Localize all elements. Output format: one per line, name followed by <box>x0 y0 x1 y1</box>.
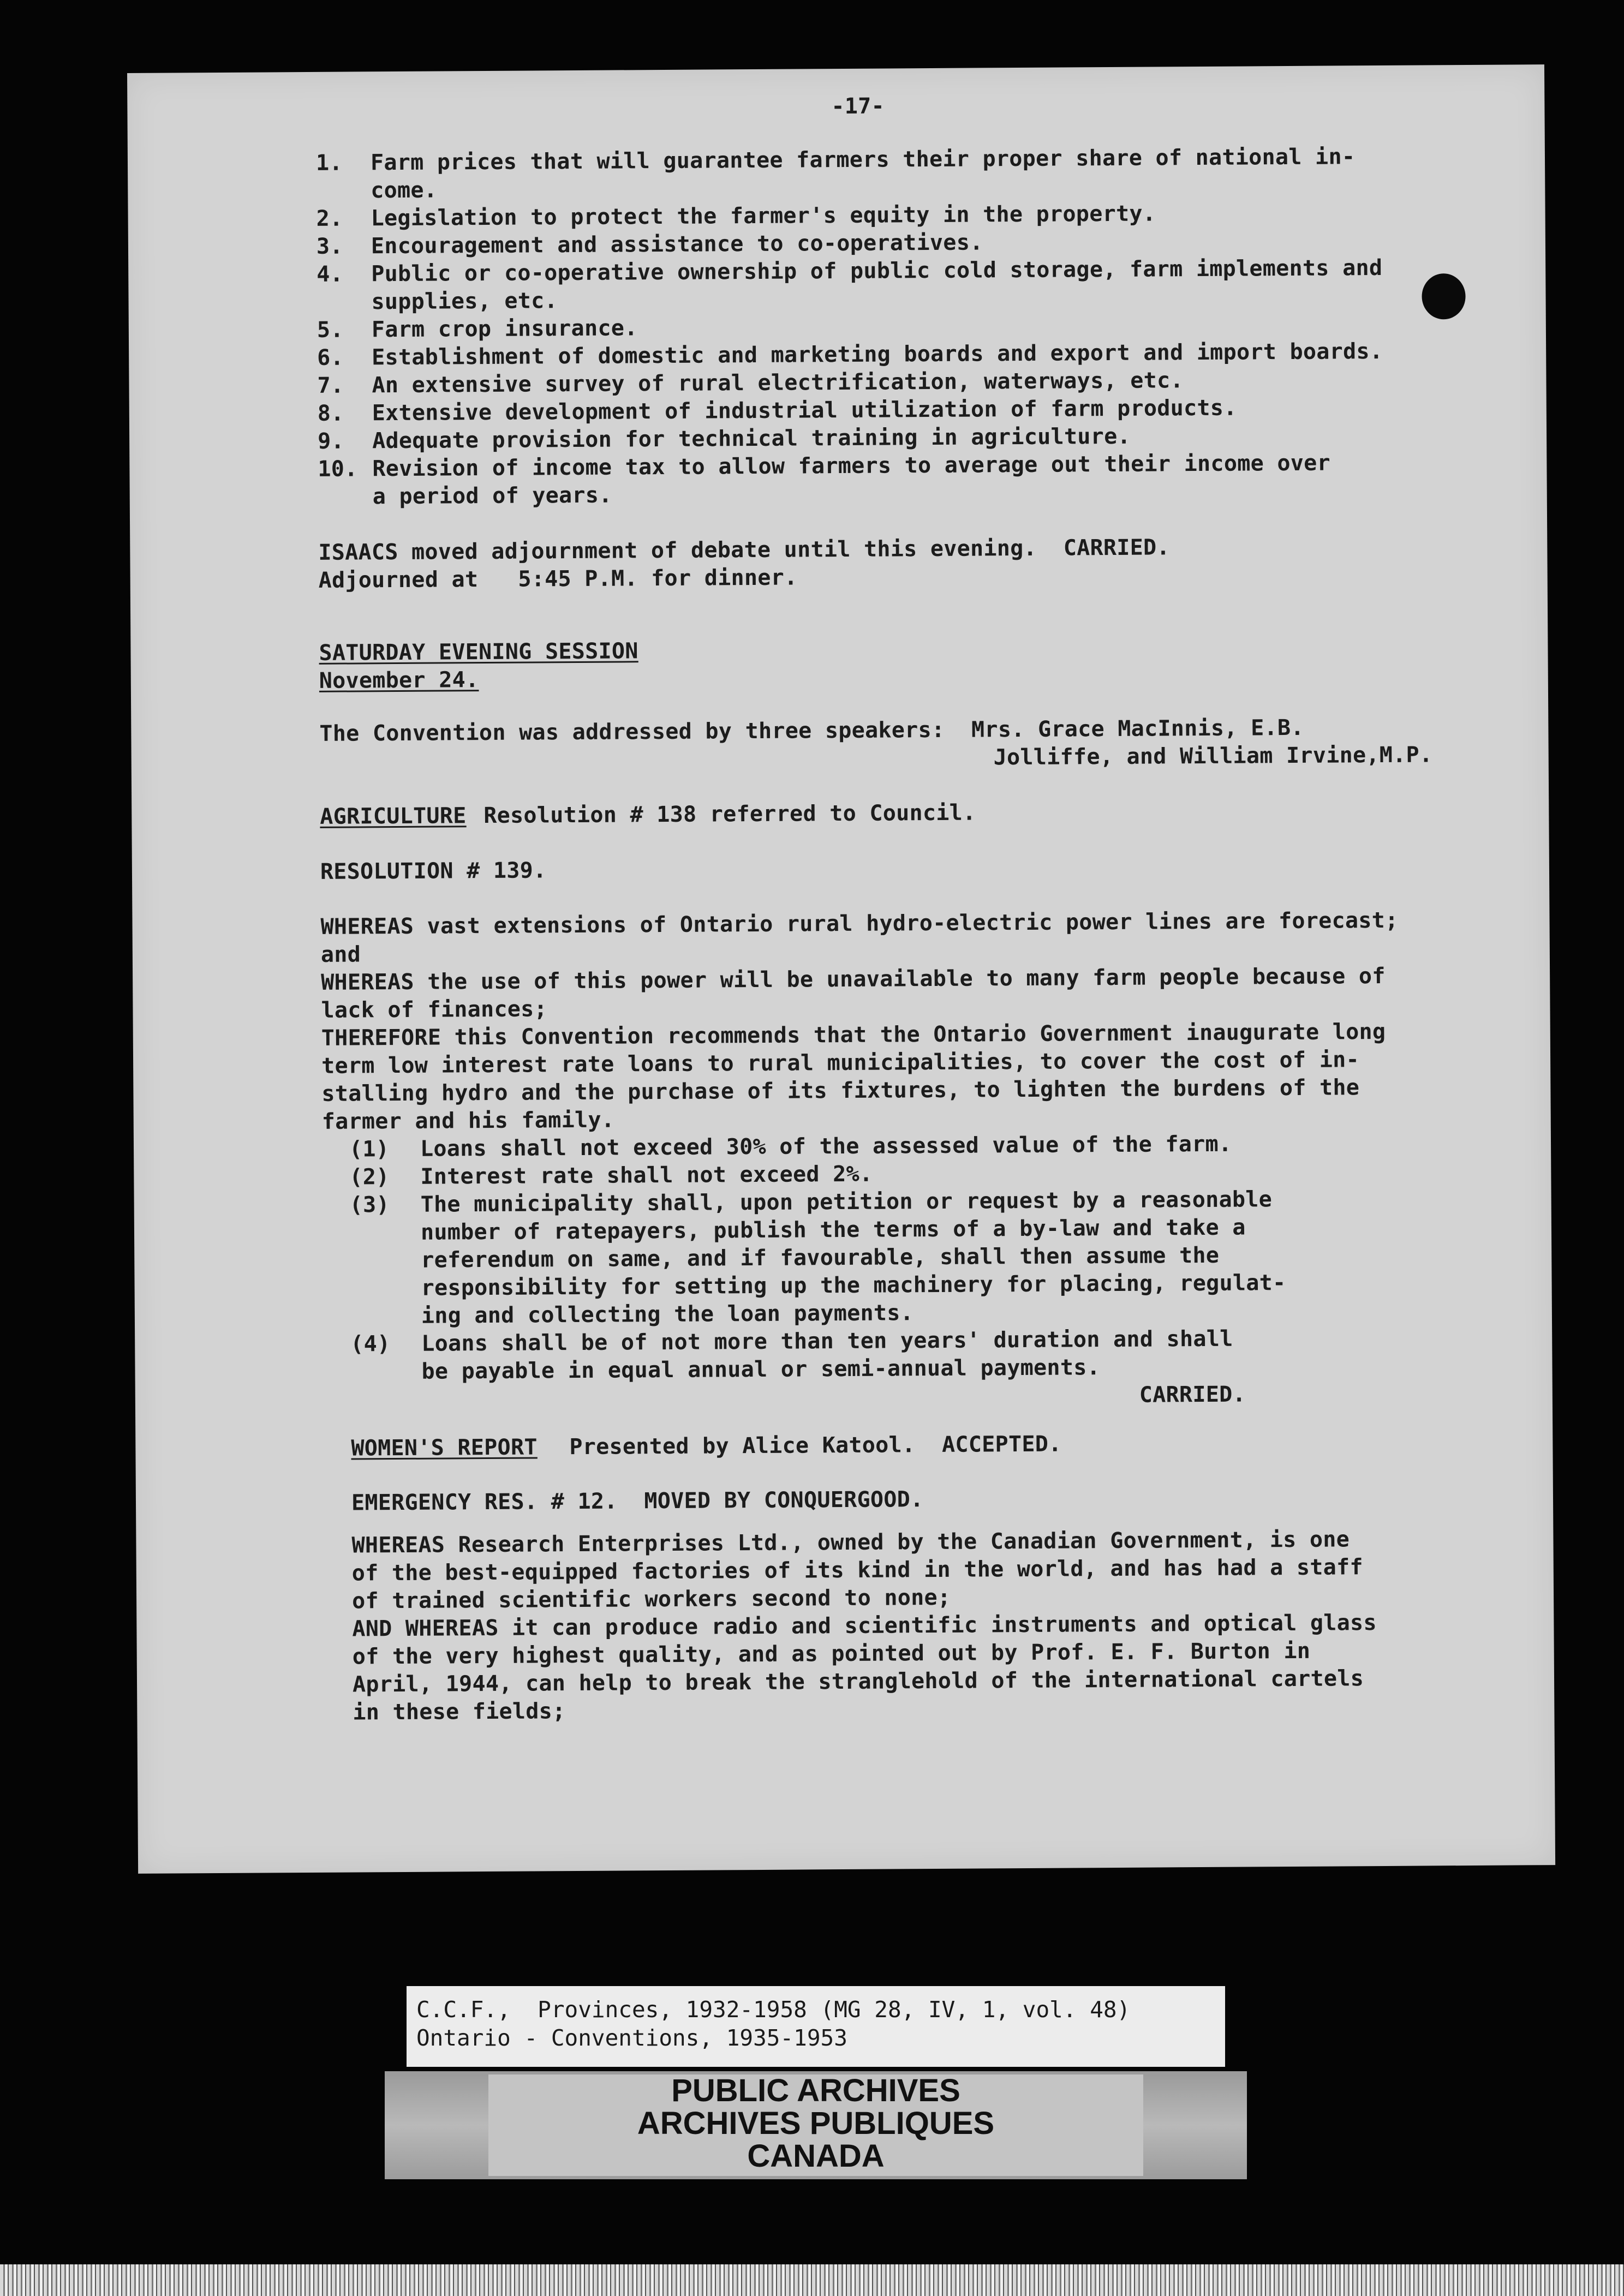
film-edge-strip <box>0 2264 1624 2296</box>
resolution-line: WHEREAS vast extensions of Ontario rural hydro-electric power lines are forecast; <box>320 907 1399 940</box>
list-item: An extensive survey of rural electrification, waterways, etc. <box>372 368 1184 398</box>
list-item: Legislation to protect the farmer's equity in the property. <box>371 201 1156 231</box>
condition-line: be payable in equal annual or semi-annual payments. <box>421 1355 1101 1384</box>
list-num: 9. <box>317 428 345 454</box>
list-item: Extensive development of industrial utilization of farm products. <box>372 395 1237 426</box>
stamp-text <box>488 2074 1143 2176</box>
list-num: 7. <box>317 373 344 398</box>
emergency-line: of the very highest quality, and as pointed out by Prof. E. F. Burton in <box>352 1638 1311 1670</box>
condition-line: responsibility for setting up the machinery for placing, regulat- <box>421 1270 1286 1301</box>
agriculture-label: AGRICULTURE <box>320 803 467 829</box>
page-number: -17- <box>831 93 885 119</box>
condition-line: number of ratepayers, publish the terms of a by-law and take a <box>420 1215 1246 1245</box>
emergency-line: in these fields; <box>353 1699 566 1725</box>
resolution-line: farmer and his family. <box>321 1107 615 1134</box>
resolution-line: term low interest rate loans to rural municipalities, to cover the cost of in- <box>321 1047 1360 1079</box>
document-page <box>127 64 1555 1874</box>
condition-line: ing and collecting the loan payments. <box>421 1300 914 1329</box>
resolution-line: THEREFORE this Convention recommends that the Ontario Government inaugurate long <box>321 1019 1386 1051</box>
resolution-line: stalling hydro and the purchase of its fixtures, to lighten the burdens of the <box>321 1075 1360 1107</box>
condition-line: Loans shall not exceed 30% of the assessed value of the farm. <box>420 1131 1232 1162</box>
carried-text: CARRIED. <box>1139 1382 1246 1408</box>
condition-num: (3) <box>349 1192 390 1218</box>
list-item: Public or co-operative ownership of public cold storage, farm implements and <box>371 255 1383 287</box>
resolution-line: and <box>320 942 361 967</box>
adjournment-time: Adjourned at 5:45 P.M. for dinner. <box>318 565 798 593</box>
adjournment-motion: ISAACS moved adjournment of debate until this evening. CARRIED. <box>318 535 1170 565</box>
emergency-line: WHEREAS Research Enterprises Ltd., owned by the Canadian Government, is one <box>351 1527 1350 1558</box>
list-item: Farm prices that will guarantee farmers their proper share of national in- <box>370 144 1356 176</box>
list-num: 5. <box>317 317 344 343</box>
session-date: November 24. <box>319 667 479 693</box>
stamp-line: CANADA <box>747 2138 885 2174</box>
condition-line: Interest rate shall not exceed 2%. <box>420 1161 873 1189</box>
condition-num: (2) <box>349 1164 390 1190</box>
list-item: come. <box>371 177 438 204</box>
list-item: Establishment of domestic and marketing boards and export and import boards. <box>372 338 1383 370</box>
list-item: a period of years. <box>372 482 612 510</box>
list-num: 4. <box>317 261 344 287</box>
list-num: 8. <box>317 400 344 426</box>
session-title: SATURDAY EVENING SESSION <box>319 638 638 666</box>
typed-text <box>127 64 1555 1874</box>
speakers-line: Jolliffe, and William Irvine,M.P. <box>993 742 1433 770</box>
list-num: 6. <box>317 345 344 370</box>
womens-report-text: Presented by Alice Katool. ACCEPTED. <box>569 1431 1062 1460</box>
condition-num: (4) <box>350 1331 391 1357</box>
list-item: Encouragement and assistance to co-operatives. <box>371 230 983 259</box>
list-num: 10. <box>318 456 358 482</box>
condition-num: (1) <box>349 1137 390 1162</box>
emergency-line: of trained scientific workers second to none; <box>351 1585 951 1614</box>
condition-line: Loans shall be of not more than ten years' duration and shall <box>421 1326 1233 1356</box>
agriculture-text: Resolution # 138 referred to Council. <box>483 800 976 829</box>
stamp-line: ARCHIVES PUBLIQUES <box>637 2106 995 2141</box>
resolution-title: RESOLUTION # 139. <box>320 858 547 884</box>
list-num: 2. <box>316 206 343 231</box>
emergency-title: EMERGENCY RES. # 12. MOVED BY CONQUERGOOD. <box>351 1487 924 1516</box>
womens-report-label: WOMEN'S REPORT <box>351 1434 538 1461</box>
archive-label-line: Ontario - Conventions, 1935-1953 <box>416 2025 847 2051</box>
emergency-line: of the best-equipped factories of its kind in the world, and has had a staff <box>351 1554 1363 1586</box>
resolution-line: WHEREAS the use of this power will be unavailable to many farm people because of <box>321 963 1386 995</box>
condition-line: The municipality shall, upon petition or request by a reasonable <box>420 1187 1273 1217</box>
emergency-line: April, 1944, can help to break the stranglehold of the international cartels <box>352 1666 1364 1697</box>
list-num: 1. <box>315 150 343 176</box>
list-item: Farm crop insurance. <box>371 315 638 343</box>
stamp-line: PUBLIC ARCHIVES <box>671 2073 960 2108</box>
condition-line: referendum on same, and if favourable, shall then assume the <box>421 1242 1220 1273</box>
list-num: 3. <box>316 234 343 259</box>
emergency-line: AND WHEREAS it can produce radio and scientific instruments and optical glass <box>352 1610 1377 1642</box>
public-archives-stamp <box>385 2071 1247 2179</box>
archive-reference-label <box>407 1986 1225 2067</box>
list-item: Adequate provision for technical training in agriculture. <box>372 423 1131 454</box>
resolution-line: lack of finances; <box>321 996 548 1023</box>
list-item: Revision of income tax to allow farmers to average out their income over <box>372 450 1331 482</box>
speakers-line: The Convention was addressed by three speakers: Mrs. Grace MacInnis, E.B. <box>319 715 1304 746</box>
archive-label-line: C.C.F., Provinces, 1932-1958 (MG 28, IV, 1, vol. 48) <box>416 1996 1131 2023</box>
list-item: supplies, etc. <box>371 288 558 315</box>
